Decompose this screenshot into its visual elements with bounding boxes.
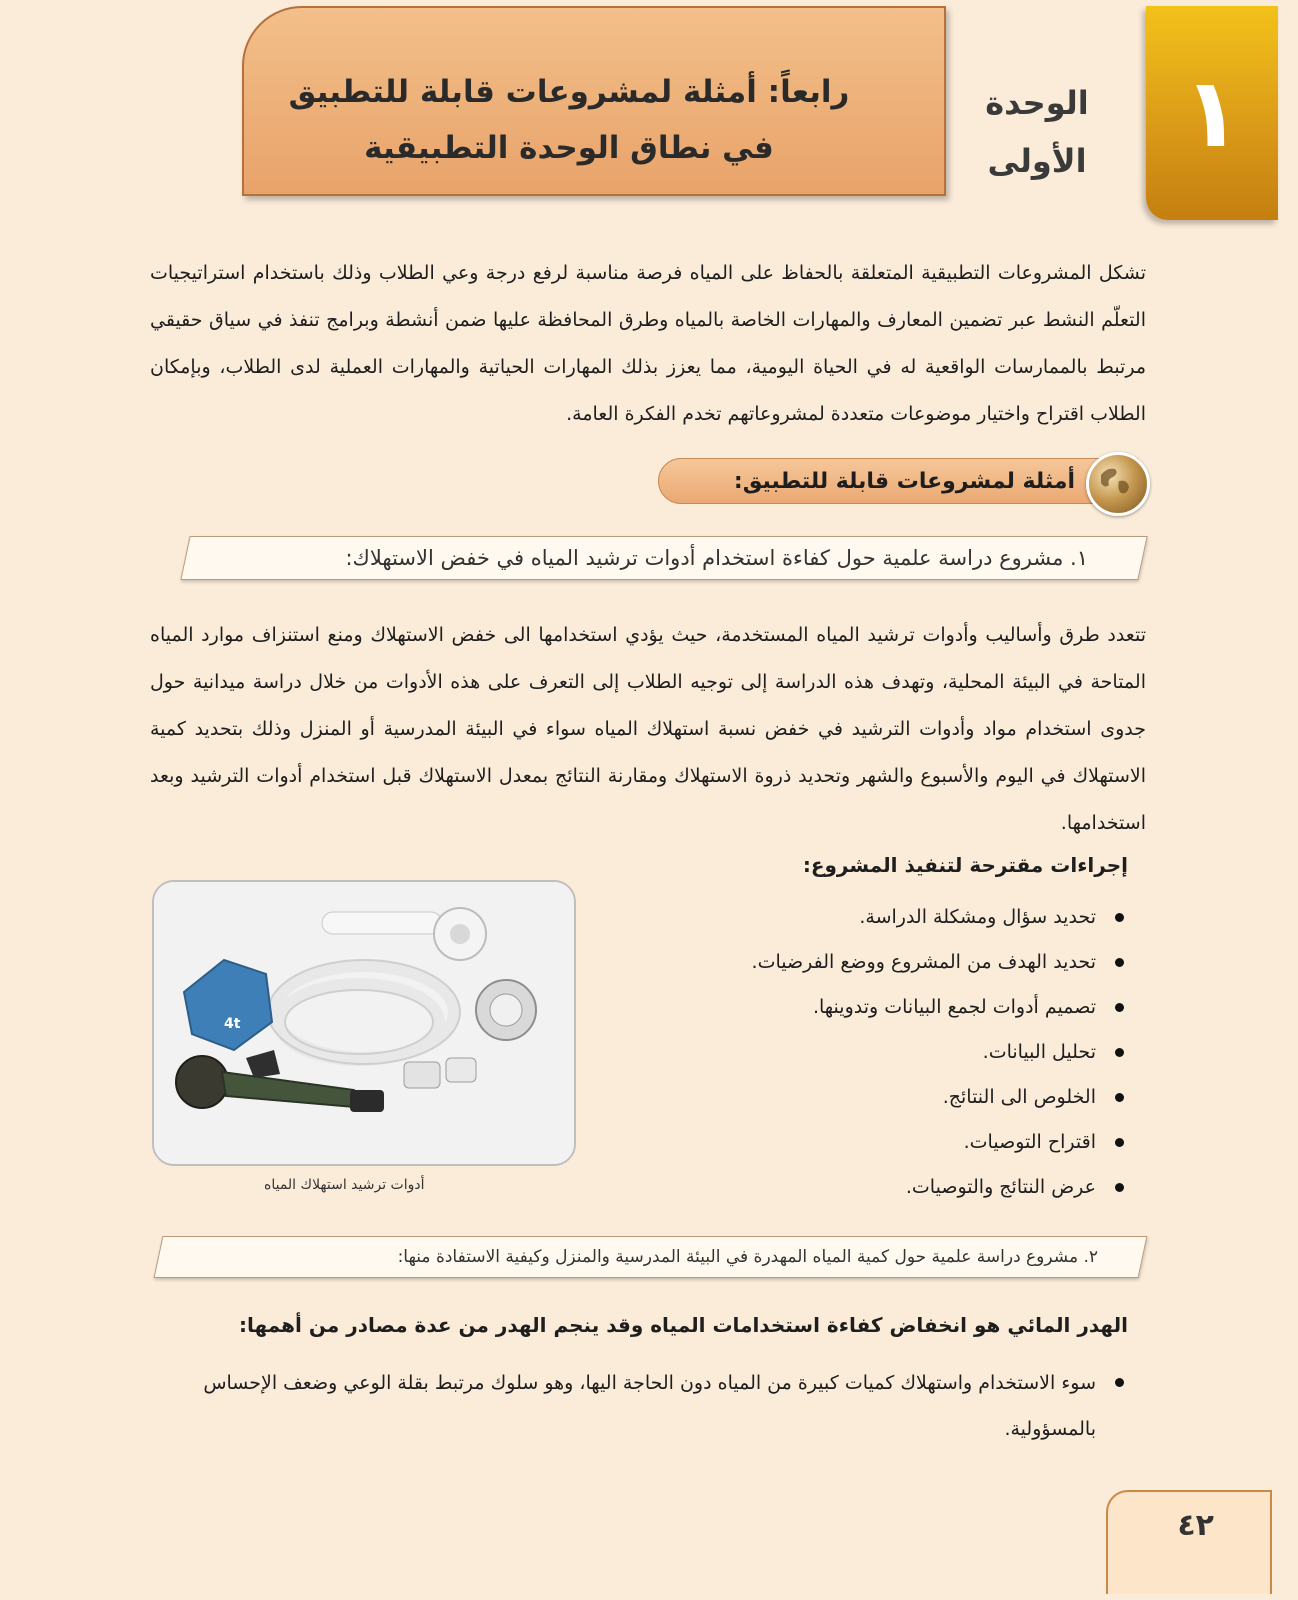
unit-label-line2: الأولى [987,142,1087,180]
water-saving-tools-illustration [154,882,574,1164]
photo-caption: أدوات ترشيد استهلاك المياه [264,1177,425,1193]
title-line2: في نطاق الوحدة التطبيقية [364,130,774,166]
examples-section-header: أمثلة لمشروعات قابلة للتطبيق: [658,458,1138,504]
water-saving-tools-photo [152,880,576,1166]
list-item: تحليل البيانات. [604,1030,1124,1075]
procedures-list [604,895,1124,1210]
list-item: اقتراح التوصيات. [604,1120,1124,1165]
title-line1: رابعاً: أمثلة لمشروعات قابلة للتطبيق [288,74,850,110]
title-banner [242,6,946,196]
page-title [264,64,874,176]
page-number: ٤٢ [1177,1508,1214,1543]
list-item: الخلوص الى النتائج. [604,1075,1124,1120]
unit-number-tab [1146,6,1278,220]
list-item: سوء الاستخدام واستهلاك كميات كبيرة من المياه دون الحاجة اليها، وهو سلوك مرتبط بقلة الوعي وضعف الإحساس بالمسؤولية. [203,1372,1096,1440]
globe-map-icon [1089,455,1141,507]
intro-paragraph: تشكل المشروعات التطبيقية المتعلقة بالحفاظ على المياه فرصة مناسبة لرفع درجة وعي الطلاب وذلك باستخدام استراتيجيات التعلّم النشط عبر تضمين المعارف والمهارات الخاصة بالمياه وطرق المحافظة عليها ضمن أنشطة وبرامج تنفذ في سياق حقيقي مرتبط بالممارسات الواقعية له في الحياة اليومية، مما يعزز بذلك المهارات الحياتية والمهارات العملية لدى الطلاب، وبإمكان الطلاب اقتراح واختيار موضوعات متعددة لمشروعاتهم تخدم الفكرة العامة. [150,262,1146,425]
unit-label [962,74,1112,190]
project1-title: ١. مشروع دراسة علمية حول كفاءة استخدام أدوات ترشيد المياه في خفض الاستهلاك: [345,546,1088,570]
list-item: عرض النتائج والتوصيات. [604,1165,1124,1210]
procedures-heading: إجراءات مقترحة لتنفيذ المشروع: [802,853,1128,877]
list-item: تحديد الهدف من المشروع ووضع الفرضيات. [604,940,1124,985]
water-waste-heading: الهدر المائي هو انخفاض كفاءة استخدامات المياه وقد ينجم الهدر من عدة مصادر من أهمها: [239,1313,1128,1337]
unit-number: ١ [1182,57,1242,169]
package-label: 4t [224,1016,241,1032]
list-item: تحديد سؤال ومشكلة الدراسة. [604,895,1124,940]
globe-icon [1086,452,1150,516]
list-item: تصميم أدوات لجمع البيانات وتدوينها. [604,985,1124,1030]
unit-label-line1: الوحدة [985,84,1089,122]
project1-paragraph: تتعدد طرق وأساليب وأدوات ترشيد المياه المستخدمة، حيث يؤدي استخدامها الى خفض الاستهلاك ومنع استنزاف موارد المياه المتاحة في البيئة المحلية، وتهدف هذه الدراسة إلى توجيه الطلاب إلى التعرف على هذه الأدوات من خلال دراسة ميدانية حول جدوى استخدام مواد وأدوات الترشيد في خفض نسبة استهلاك المياه سواء في البيئة المدرسية أو المنزل وذلك بتحديد كمية الاستهلاك في اليوم والأسبوع والشهر وتحديد ذروة الاستهلاك ومقارنة النتائج بمعدل الاستهلاك قبل استخدام أدوات الترشيد وبعد استخدامها. [150,624,1146,834]
project2-title: ٢. مشروع دراسة علمية حول كمية المياه المهدرة في البيئة المدرسية والمنزل وكيفية الاستفادة منها: [397,1247,1098,1267]
